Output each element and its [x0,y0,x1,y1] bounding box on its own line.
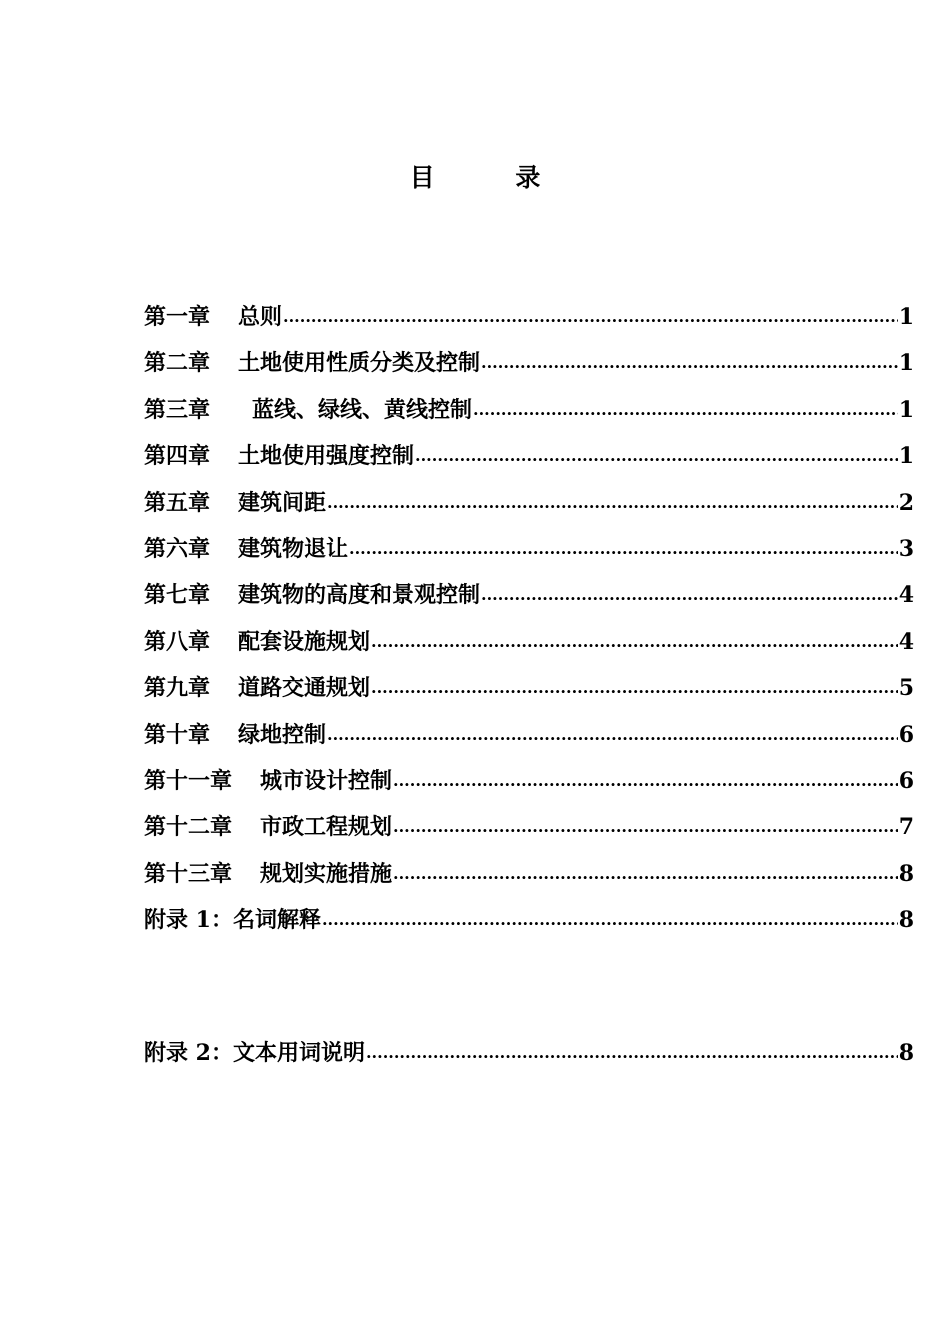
toc-leader-dots [366,1038,898,1060]
toc-page-number: 7 [898,814,914,841]
toc-entry[interactable] [144,486,914,532]
toc-chapter-title: 规划实施措施 [260,860,393,887]
toc-appendix-number: 附录 1： [144,907,233,934]
toc-chapter-title: 配套设施规划 [238,628,371,655]
toc-leader-dots [349,534,898,556]
toc-leader-dots [371,627,898,649]
toc-leader-dots [393,859,898,881]
toc-page-number: 1 [898,304,914,330]
toc-chapter-number: 第八章 [144,628,211,655]
table-of-contents [144,300,914,1083]
toc-chapter-title: 建筑间距 [238,489,327,516]
toc-appendix-title: 文本用词说明 [232,1040,365,1067]
toc-page-number: 6 [898,767,914,794]
toc-leader-dots [473,395,898,417]
toc-appendix-title: 名词解释 [232,907,321,934]
toc-page-number: 6 [898,721,914,748]
toc-chapter-number: 第十二章 [144,814,233,841]
toc-chapter-number: 第十章 [144,721,211,748]
toc-page-number: 1 [898,443,914,470]
toc-chapter-number: 第四章 [144,443,211,470]
toc-entry[interactable] [144,346,914,392]
toc-leader-dots [327,720,898,742]
toc-chapter-title: 建筑物的高度和景观控制 [238,582,481,609]
toc-leader-dots [393,766,898,788]
toc-entry[interactable] [144,810,914,856]
toc-entry[interactable] [144,578,914,624]
toc-page-number: 1 [898,350,914,377]
toc-leader-dots [283,302,898,324]
toc-page-number: 8 [898,860,914,887]
toc-entry[interactable] [144,764,914,810]
toc-page-number: 5 [898,675,914,702]
toc-page-number: 1 [898,396,914,423]
toc-leader-dots [371,673,898,695]
toc-chapter-number: 第五章 [144,489,211,516]
toc-page-number: 2 [898,489,914,516]
toc-chapter-number: 第七章 [144,582,211,609]
toc-chapter-title: 土地使用性质分类及控制 [238,350,481,377]
toc-chapter-title: 绿地控制 [238,721,327,748]
toc-entry[interactable] [144,671,914,717]
toc-chapter-title: 建筑物退让 [238,535,349,562]
toc-chapter-title: 市政工程规划 [260,814,393,841]
toc-chapter-number: 第三章 [144,396,211,423]
toc-leader-dots [415,441,898,463]
toc-leader-dots [327,488,898,510]
toc-chapter-title: 道路交通规划 [238,675,371,702]
toc-chapter-number: 第一章 [144,304,211,330]
toc-entry[interactable] [144,439,914,485]
toc-entry[interactable] [144,393,914,439]
toc-chapter-title: 土地使用强度控制 [238,443,415,470]
toc-entry[interactable] [144,857,914,903]
toc-chapter-number: 第十一章 [144,767,233,794]
toc-page-number: 8 [898,1040,914,1067]
toc-heading: 目 录 [409,163,577,192]
toc-leader-dots [322,905,898,927]
toc-chapter-title: 蓝线、绿线、黄线控制 [252,396,473,423]
toc-appendix-number: 附录 2： [144,1040,233,1067]
toc-page-number: 8 [898,907,914,934]
toc-page-number: 4 [898,628,914,655]
toc-page-number: 4 [898,582,914,609]
toc-chapter-number: 第二章 [144,350,211,377]
toc-page-number: 3 [898,535,914,562]
toc-entry[interactable] [144,532,914,578]
toc-leader-dots [481,348,898,370]
toc-entry[interactable] [144,903,914,949]
toc-chapter-title: 城市设计控制 [260,767,393,794]
toc-entry[interactable] [144,300,914,346]
toc-chapter-number: 第十三章 [144,860,233,887]
toc-leader-dots [481,580,898,602]
toc-chapter-title: 总则 [238,304,283,330]
toc-entry[interactable] [144,625,914,671]
toc-chapter-number: 第六章 [144,535,211,562]
toc-chapter-number: 第九章 [144,675,211,702]
toc-entry[interactable] [144,1036,914,1082]
toc-entry[interactable] [144,718,914,764]
toc-leader-dots [393,812,898,834]
